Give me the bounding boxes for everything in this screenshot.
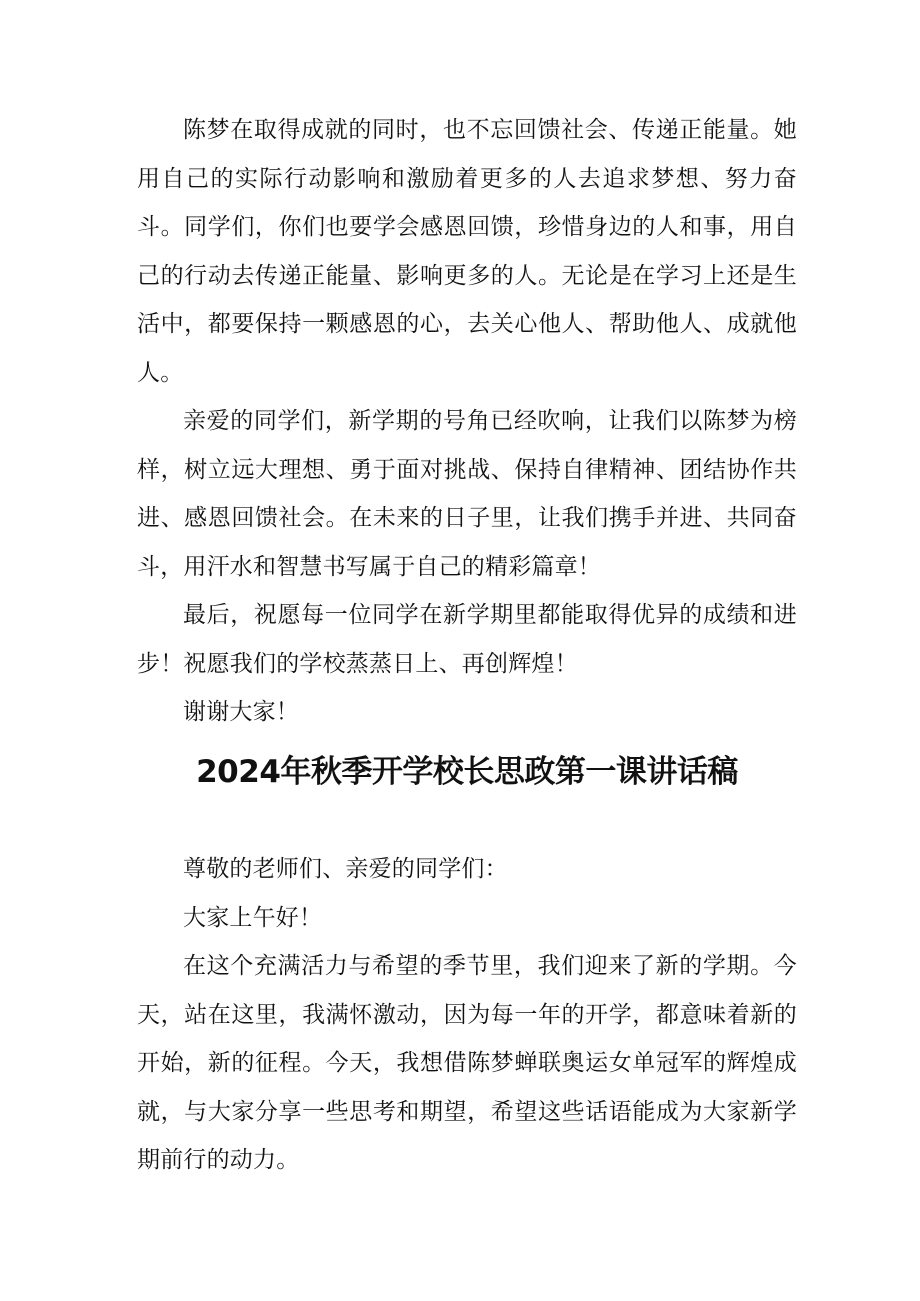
paragraph-call-to-action: 亲爱的同学们，新学期的号角已经吹响，让我们以陈梦为榜样，树立远大理想、勇于面对挑战、保持自律精神、团结协作共进、感恩回馈社会。在未来的日子里，让我们携手并进、共同奋斗，用汗水和智慧书写属于自己的精彩篇章！	[137, 408, 797, 580]
previous-speech-ending	[137, 106, 797, 737]
speech-body	[137, 845, 797, 1185]
paragraph-greeting: 大家上午好！	[183, 904, 323, 931]
paragraph-salutation: 尊敬的老师们、亲爱的同学们：	[183, 856, 508, 882]
paragraph-opening: 在这个充满活力与希望的季节里，我们迎来了新的学期。今天，站在这里，我满怀激动，因为每一年的开学，都意味着新的开始，新的征程。今天，我想借陈梦蝉联奥运女单冠军的辉煌成就，与大家分享一些思考和期望，希望这些话语能成为大家新学期前行的动力。	[137, 953, 797, 1173]
paragraph-best-wishes: 最后，祝愿每一位同学在新学期里都能取得优异的成绩和进步！祝愿我们的学校蒸蒸日上、再创辉煌！	[137, 602, 797, 677]
speech-title: 2024年秋季开学校长思政第一课讲话稿	[196, 754, 738, 790]
paragraph-thanks: 谢谢大家！	[183, 699, 299, 725]
paragraph-give-back: 陈梦在取得成就的同时，也不忘回馈社会、传递正能量。她用自己的实际行动影响和激励着更多的人去追求梦想、努力奋斗。同学们，你们也要学会感恩回馈，珍惜身边的人和事，用自己的行动去传递正能量、影响更多的人。无论是在学习上还是生活中，都要保持一颗感恩的心，去关心他人、帮助他人、成就他人。	[137, 117, 797, 386]
